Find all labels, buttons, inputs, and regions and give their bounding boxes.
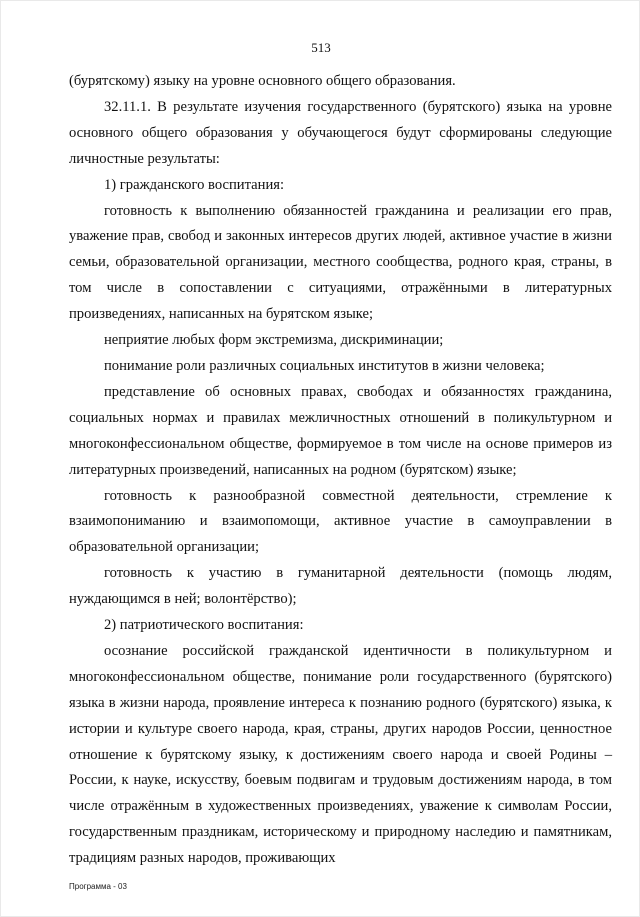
paragraph: готовность к участию в гуманитарной деятельности (помощь людям, нуждающимся в ней; волонтёрство);: [69, 565, 612, 608]
document-body: [69, 69, 612, 872]
paragraph: 32.11.1. В результате изучения государственного (бурятского) языка на уровне основного общего образования у обучающегося будут сформированы следующие личностные результаты:: [69, 98, 612, 167]
paragraph: понимание роли различных социальных институтов в жизни человека;: [104, 357, 545, 374]
section-heading: 2) патриотического воспитания:: [104, 617, 304, 634]
paragraph: неприятие любых форм экстремизма, дискриминации;: [104, 332, 444, 349]
page-footer: Программа - 03: [69, 882, 127, 891]
paragraph: представление об основных правах, свободах и обязанностях гражданина, социальных нормах и правилах межличностных отношений в поликультурном и многоконфессиональном обществе, формируемое в том числе на основе примеров из литературных произведений, написанных на родном (бурятском) языке;: [69, 383, 612, 478]
page-number: 513: [311, 40, 331, 55]
paragraph: готовность к разнообразной совместной деятельности, стремление к взаимопониманию и взаимопомощи, активное участие в самоуправлении в образовательной организации;: [69, 487, 612, 556]
paragraph: готовность к выполнению обязанностей гражданина и реализации его прав, уважение прав, свобод и законных интересов других людей, активное участие в жизни семьи, образовательной организации, местного сообщества, родного края, страны, в том числе в сопоставлении с ситуациями, отражёнными в литературных произведениях, написанных на бурятском языке;: [69, 202, 612, 323]
paragraph: (бурятскому) языку на уровне основного общего образования.: [69, 73, 456, 89]
paragraph: осознание российской гражданской идентичности в поликультурном и многоконфессиональном обществе, понимание роли государственного (бурятского) языка в жизни народа, проявление интереса к познанию родного (бурятского) языка, к истории и культуре своего народа, края, страны, других народов России, ценностное отношение к бурятскому языку, к достижениям своего народа и своей Родины – России, к науке, искусству, боевым подвигам и трудовым достижениям народа, в том числе отражённым в художественных произведениях, уважение к символам России, государственным праздникам, историческому и природному наследию и памятникам, традициям разных народов, проживающих: [69, 642, 612, 867]
section-heading: 1) гражданского воспитания:: [104, 176, 285, 193]
